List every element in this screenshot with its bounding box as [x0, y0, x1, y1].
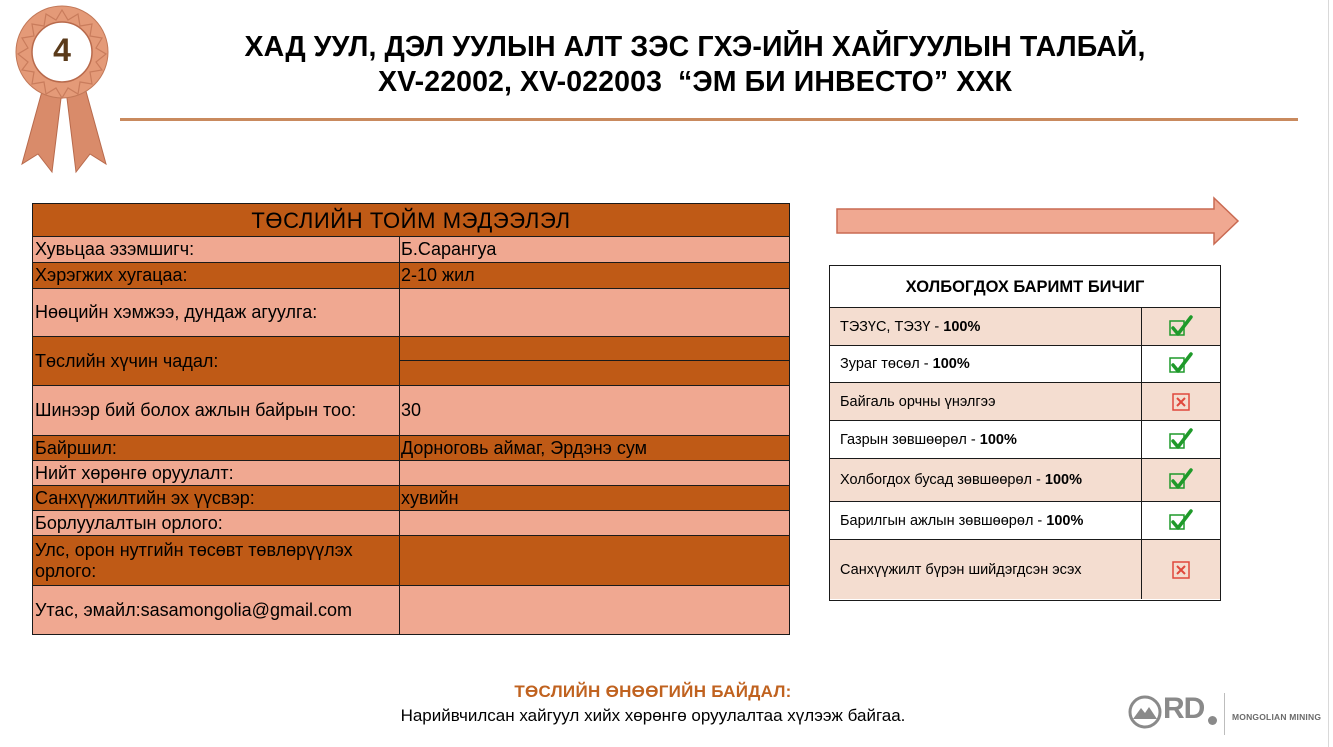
title-line-2: XV-22002, XV-022003 “ЭМ БИ ИНВЕСТО” ХХК [378, 66, 1012, 98]
cross-box-icon [1171, 392, 1191, 412]
row-label: Байршил: [35, 437, 117, 458]
doc-status [1141, 540, 1220, 599]
table-row [33, 536, 789, 586]
table-row [33, 386, 789, 436]
row-value [399, 461, 789, 485]
row-label: Улс, орон нутгийн төсөвт төвлөрүүлэх орлого: [35, 539, 353, 581]
title-line-1: ХАД УУЛ, ДЭЛ УУЛЫН АЛТ ЗЭС ГХЭ-ИЙН ХАЙГУУЛЫН ТАЛБАЙ, [244, 31, 1146, 63]
doc-status [1141, 383, 1220, 420]
doc-label: Зураг төсөл - 100% [840, 356, 970, 372]
doc-status [1141, 421, 1220, 458]
doc-label: Санхүүжилт бүрэн шийдэгдсэн эсэх [840, 561, 1082, 578]
row-label: Төслийн хүчин чадал: [35, 350, 219, 371]
logo-divider [1224, 693, 1225, 735]
row-value [399, 289, 789, 336]
mountain-logo-icon [1128, 695, 1162, 729]
checkmark-icon [1168, 352, 1194, 376]
row-value [399, 536, 789, 585]
doc-label: ТЭЗҮС, ТЭЗҮ - 100% [840, 318, 981, 335]
doc-status [1141, 308, 1220, 345]
award-ribbon-icon [4, 4, 122, 176]
row-value: Б.Сарангуа [399, 237, 789, 262]
row-value-sub [399, 361, 789, 385]
project-info-table [32, 203, 790, 635]
row-value: 30 [399, 386, 789, 435]
row-value: 2-10 жил [399, 263, 789, 288]
table-row [830, 346, 1220, 383]
checkmark-icon [1168, 509, 1194, 533]
row-value: Дорноговь аймаг, Эрдэнэ сум [399, 436, 789, 460]
table-row [33, 436, 789, 461]
row-value: хувийн [399, 486, 789, 510]
row-label: Санхүүжилтийн эх үүсвэр: [35, 487, 255, 508]
table-row [33, 486, 789, 511]
related-documents-table [829, 265, 1221, 601]
table-row [33, 237, 789, 263]
doc-status [1141, 502, 1220, 539]
slide-edge [1328, 0, 1329, 747]
row-value [399, 511, 789, 535]
row-label: Хэрэгжих хугацаа: [35, 265, 188, 285]
right-arrow-icon [836, 196, 1240, 246]
table-row [33, 511, 789, 536]
checkmark-icon [1168, 468, 1194, 492]
table-row [830, 308, 1220, 346]
doc-label: Байгаль орчны үнэлгээ [840, 393, 996, 410]
doc-status [1141, 459, 1220, 501]
table-row [33, 586, 789, 634]
table-row [33, 289, 789, 337]
row-label: Нийт хөрөнгө оруулалт: [35, 462, 234, 483]
row-value [399, 586, 789, 634]
table-row [33, 263, 789, 289]
table-row [830, 502, 1220, 540]
doc-label: Холбогдох бусад зөвшөөрөл - 100% [840, 472, 1082, 488]
table-row [33, 337, 789, 386]
doc-status [1141, 346, 1220, 382]
title-divider [120, 118, 1298, 121]
doc-label: Газрын зөвшөөрөл - 100% [840, 431, 1017, 448]
table-row [830, 383, 1220, 421]
logo-dot [1208, 716, 1217, 725]
badge-number: 4 [53, 32, 71, 68]
row-label: Утас, эмайл:sasamongolia@gmail.com [35, 599, 352, 620]
checkmark-icon [1168, 428, 1194, 452]
slide-title [150, 30, 1240, 100]
company-logo-rd: RD [1163, 692, 1205, 725]
status-text: Нарийвчилсан хайгуул хийх хөрөнгө оруулалтаа хүлээж байгаа. [400, 706, 906, 725]
project-info-header: ТӨСЛИЙН ТОЙМ МЭДЭЭЛЭЛ [33, 204, 789, 237]
row-label: Борлуулалтын орлого: [35, 512, 223, 533]
doc-label: Барилгын ажлын зөвшөөрөл - 100% [840, 512, 1084, 529]
cross-box-icon [1171, 560, 1191, 580]
row-label: Шинээр бий болох ажлын байрын тоо: [35, 400, 357, 420]
row-label: Нөөцийн хэмжээ, дундаж агуулга: [35, 302, 318, 322]
table-row [830, 421, 1220, 459]
documents-header: ХОЛБОГДОХ БАРИМТ БИЧИГ [830, 266, 1220, 308]
table-row [830, 540, 1220, 599]
status-label: ТӨСЛИЙН ӨНӨӨГИЙН БАЙДАЛ: [514, 682, 792, 701]
mongolian-mining-logo: MONGOLIAN MINING [1232, 712, 1322, 722]
row-value [399, 337, 789, 361]
row-label: Хувьцаа эзэмшигч: [35, 239, 195, 259]
table-row [33, 461, 789, 486]
checkmark-icon [1168, 315, 1194, 339]
table-row [830, 459, 1220, 502]
